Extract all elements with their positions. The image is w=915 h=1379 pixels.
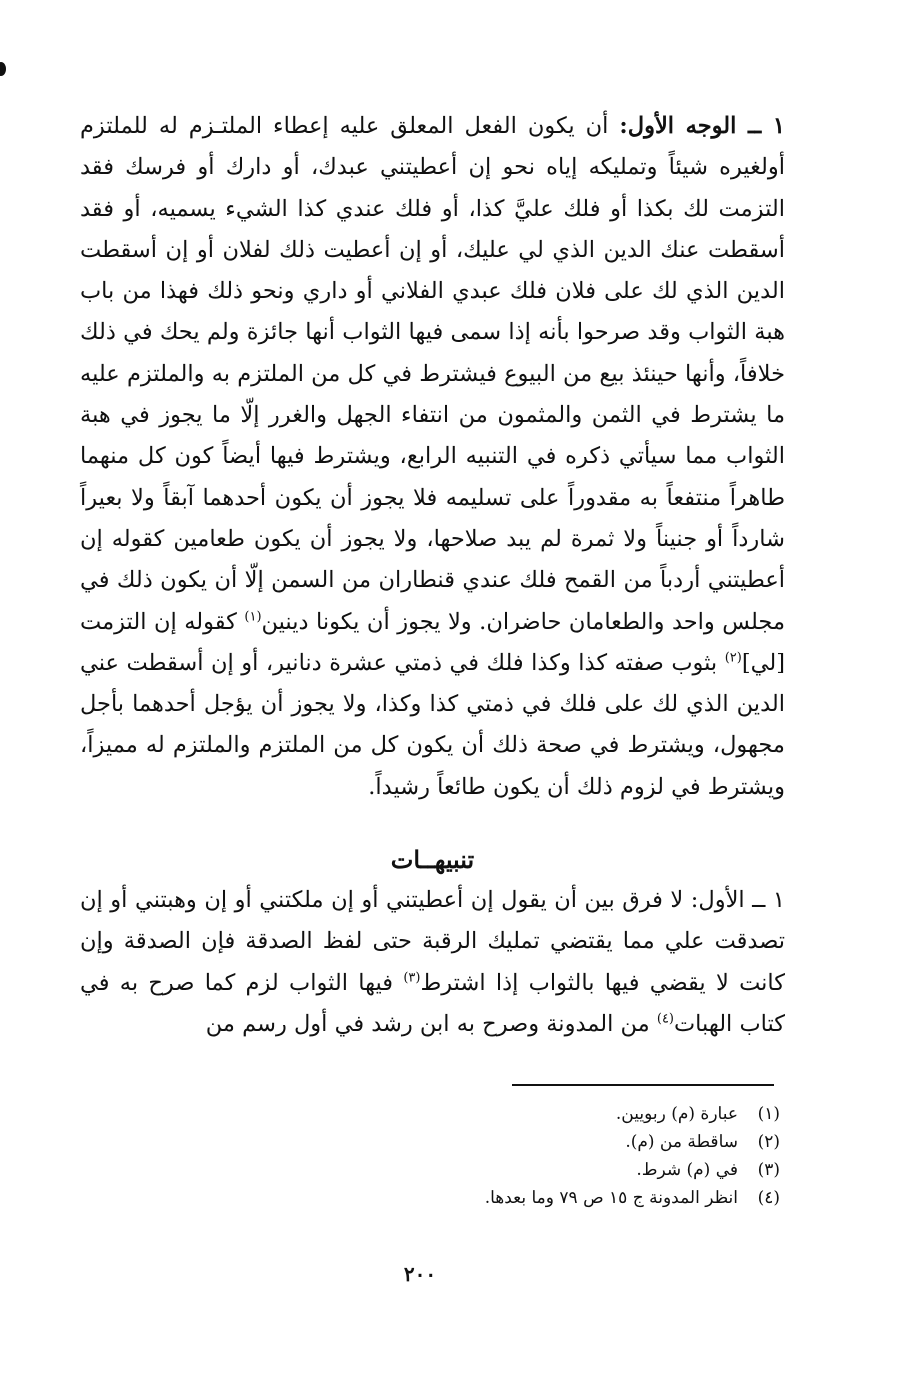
footnote-text: عبارة (م) ربويين. — [615, 1104, 738, 1124]
footnotes — [300, 1100, 780, 1212]
footnote-item — [300, 1128, 780, 1156]
footnote-number: (١) — [757, 1104, 780, 1124]
footnote-ref-2[interactable]: (٢) — [724, 650, 742, 666]
footnote-text: في (م) شرط. — [636, 1160, 738, 1180]
margin-dot — [0, 62, 6, 76]
body-text: ١ ــ الأول: لا فرق بين أن يقول إن أعطيتني أو إن ملكتني أو إن وهبتني أو إن تصدقت علي مما يقتضي تمليك الرقبة حتى لفظ الصدقة فإن الصدقة وإن كانت لا يقضي فيها بالثواب إذا اشترط — [80, 887, 785, 996]
body-text: بثوب صفته كذا وكذا فلك في ذمتي عشرة دنانير، أو إن أسقطت عني الدين الذي لك على فلك في ذمتي كذا وكذا، ولا يجوز أن يؤجل أحدهما بأجل مجهول، ويشترط في صحة ذلك أن يكون كل من الملتزم والملتزم له مميزاً، ويشترط في لزوم ذلك أن يكون طائعاً رشيداً. — [80, 649, 785, 800]
section-first-aspect — [80, 106, 785, 808]
footnote-number: (٢) — [757, 1132, 780, 1152]
page-number: ٢٠٠ — [403, 1262, 437, 1286]
first-note-paragraph — [80, 880, 785, 1045]
footnote-number: (٣) — [757, 1160, 780, 1180]
footnote-divider — [512, 1084, 774, 1086]
footnote-ref-3[interactable]: (٣) — [403, 970, 421, 986]
section-notes — [80, 880, 785, 1045]
footnote-number: (٤) — [757, 1188, 780, 1208]
footnote-item — [300, 1100, 780, 1128]
footnote-item — [300, 1184, 780, 1212]
footnote-item — [300, 1156, 780, 1184]
body-text: أن يكون الفعل المعلق عليه إعطاء الملتـزم له للملتزم أولغيره شيئاً وتمليكه إياه نحو إن أعطيتني عبدك، أو دارك أو فرسك فقد التزمت لك بكذا أو فلك عليَّ كذا، أو فلك عندي كذا الشيء يسميه، أو فقد أسقطت عنك الدين الذي لي عليك، أو إن أعطيت ذلك لفلان أو إن أسقطت الدين الذي لك على فلان فلك عبدي الفلاني أو داري ونحو ذلك فهذا من باب هبة الثواب وقد صرحوا بأنه إذا سمى فيها الثواب أنها جائزة ولم يحك في ذلك خلافاً، وأنها حينئذ بيع من البيوع فيشترط في كل من الملتزم به والملتزم عليه ما يشترط في الثمن والمثمون من انتفاء الجهل والغرر إلّا ما يجوز في هبة الثواب مما سيأتي ذكره في التنبيه الرابع، ويشترط فيها أيضاً كون كل منهما طاهراً منتفعاً به مقدوراً على تسليمه فلا يجوز أن يكون أحدهما آبقاً ولا بعيراً شارداً أو جنيناً ولا ثمرة لم يبد صلاحها، ولا يجوز أن يكون طعامين كقوله إن أعطيتني أردباً من القمح فلك عندي قنطاران من السمن إلّا أن يكون ذلك في مجلس واحد والطعامان حاضران. ولا يجوز أن يكونا دينين — [80, 113, 785, 635]
first-aspect-paragraph — [80, 106, 785, 808]
footnote-ref-1[interactable]: (١) — [244, 609, 262, 625]
first-aspect-lead: ١ ــ الوجه الأول: — [619, 113, 785, 139]
footnote-text: انظر المدونة ج ١٥ ص ٧٩ وما بعدها. — [484, 1188, 738, 1208]
body-text: كقوله إن التزمت [لي] — [80, 608, 785, 676]
footnote-ref-4[interactable]: (٤) — [656, 1011, 674, 1027]
body-text: من المدونة وصرح به ابن رشد في أول رسم من — [205, 1010, 657, 1037]
section-heading-notes: تنبيهــات — [390, 845, 475, 874]
body-text: فيها الثواب لزم كما صرح به في كتاب الهبات — [80, 969, 785, 1037]
footnote-text: ساقطة من (م). — [625, 1132, 738, 1152]
